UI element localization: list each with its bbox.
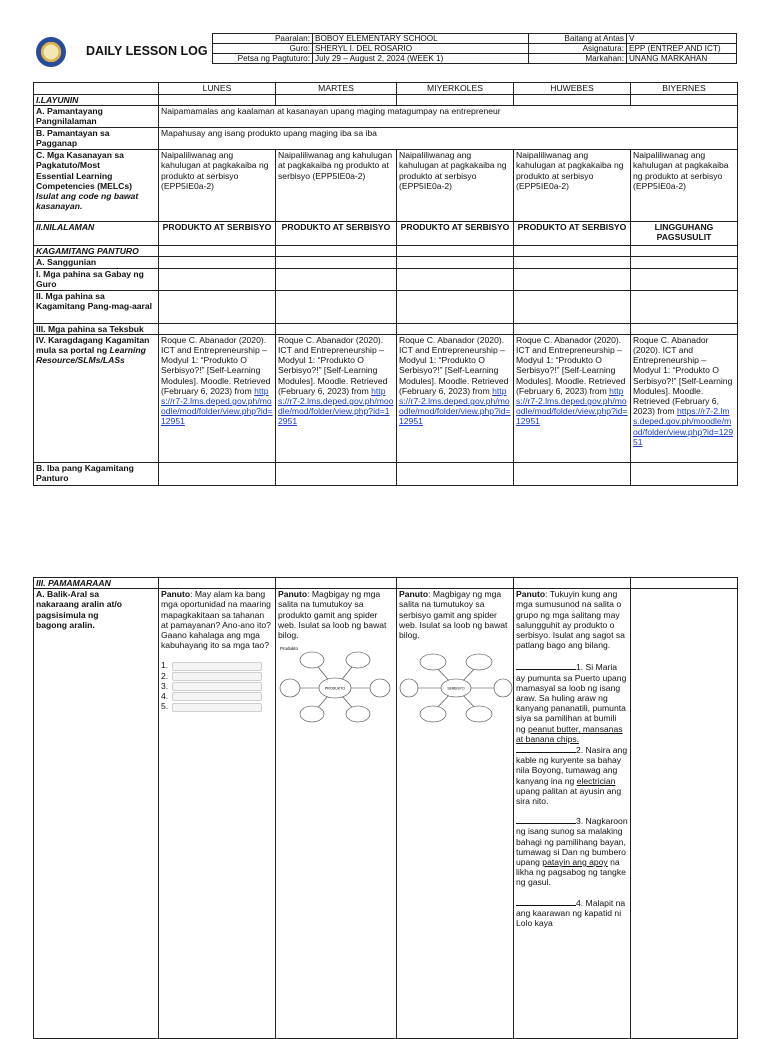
reference-link[interactable]: https://r7-2.lms.deped.gov.ph/moodle/mod/folder/view.php?id=12951 — [399, 385, 511, 427]
panuto-text: : Magbigay ng mga salita na tumutukoy sa produkto gamit ang spider web. Isulat sa loob ng bawat bilog. — [278, 589, 387, 641]
answer-blank[interactable] — [516, 823, 576, 824]
empty-cell — [397, 323, 514, 334]
empty-cell — [397, 95, 514, 106]
header-info-table — [212, 33, 737, 64]
item-number: 5. — [161, 701, 169, 712]
empty-cell — [514, 246, 631, 257]
reference-lunes — [159, 334, 276, 462]
day-huwebes: HUWEBES — [514, 83, 631, 95]
pamantayang-nilalaman-row — [34, 106, 738, 128]
iba-pang-label: B. Iba pang Kagamitang Panturo — [34, 462, 159, 485]
question-text: na likha ng pagsabog ng tangke ng gasul. — [516, 857, 626, 888]
reference-biyernes — [631, 334, 738, 462]
reference-link[interactable]: https://r7-2.lms.deped.gov.ph/moodle/mod/folder/view.php?id=12951 — [633, 406, 734, 447]
karagdagan-label: IV. Karagdagang Kagamitan mula sa portal ng — [36, 334, 150, 356]
pamantayang-nilalaman-label: A. Pamantayang Pangnilalaman — [34, 106, 159, 128]
teksbuk-label: III. Mga pahina sa Teksbuk — [34, 323, 159, 334]
balik-aral-row — [34, 589, 738, 1039]
subject-label: Asignatura: — [529, 44, 627, 54]
underlined-text: peanut butter, mansanas at banana chips. — [516, 723, 623, 744]
answer-blank[interactable] — [516, 752, 576, 753]
reference-text: Roque C. Abanador (2020). ICT and Entrepreneurship – Modyul 1: “Produkto O Serbisyo?!” [Self-Learning Modules]. Moodle. Retrieved (February 6, 2023) from — [516, 334, 626, 396]
kagamitan-heading: KAGAMITANG PANTURO — [34, 246, 159, 257]
empty-cell — [276, 578, 397, 589]
karagdagan-row — [34, 334, 738, 462]
kasanayan-lunes: Naipaliliwanag ang kahulugan at pagkakaiba ng produkto at serbisyo (EPP5IE0a-2) — [159, 150, 276, 222]
sanggunian-row — [34, 257, 738, 268]
kasanayan-note: Isulat ang code ng bawat kasanayan. — [36, 191, 139, 212]
empty-cell — [631, 268, 738, 290]
answer-box[interactable] — [172, 672, 262, 681]
empty-cell — [631, 257, 738, 268]
kagamitan-pang-row — [34, 290, 738, 323]
day-biyernes: BIYERNES — [631, 83, 738, 95]
item-number: 1. — [161, 660, 169, 671]
grade-value: V — [627, 34, 737, 44]
empty-cell — [34, 83, 159, 95]
kagamitan-row — [34, 246, 738, 257]
deped-seal — [36, 37, 66, 67]
quarter-label: Markahan: — [529, 54, 627, 64]
day-miyerkoles: MIYERKOLES — [397, 83, 514, 95]
reference-text: Roque C. Abanador (2020). ICT and Entrepreneurship – Modyul 1: “Produkto O Serbisyo?!” [Self-Learning Modules]. Moodle. Retrieved (February 6, 2023) from — [399, 334, 509, 396]
web-center-label: SERBISYO — [447, 686, 465, 691]
question-4 — [516, 898, 628, 929]
empty-cell — [159, 462, 276, 485]
nilalaman-heading: II.NILALAMAN — [34, 222, 159, 246]
pamantayan-pagganap-label: B. Pamantayan sa Pagganap — [34, 128, 159, 150]
pamamaraan-heading: III. PAMAMARAAN — [34, 578, 159, 589]
balik-aral-huwebes — [514, 589, 631, 1039]
underlined-text: patayin ang apoy — [542, 857, 608, 868]
deped-seal-icon — [36, 37, 66, 67]
empty-cell — [397, 578, 514, 589]
karagdagan-label-italic: Learning Resource/SLMs/LASs — [36, 345, 146, 366]
answer-box[interactable] — [172, 692, 262, 701]
date-value: July 29 – August 2, 2024 (WEEK 1) — [313, 54, 529, 64]
question-text: 3. Nagkaroon ng isang sunog sa malaking bahagi ng pamilihang bayan, tumawag si Dan ng bumbero upang — [516, 816, 628, 868]
answer-line-2[interactable] — [161, 671, 273, 681]
empty-cell — [276, 323, 397, 334]
empty-cell — [397, 268, 514, 290]
empty-cell — [514, 462, 631, 485]
nilalaman-biyernes: LINGGUHANG PAGSUSULIT — [631, 222, 738, 246]
teacher-label: Guro: — [213, 44, 313, 54]
empty-cell — [276, 290, 397, 323]
kasanayan-huwebes: Naipaliliwanag ang kahulugan at pagkakaiba ng produkto at serbisyo (EPP5IE0a-2) — [514, 150, 631, 222]
empty-cell — [276, 246, 397, 257]
empty-cell — [159, 95, 276, 106]
subject-value: EPP (ENTREP AND ICT) — [627, 44, 737, 54]
nilalaman-miyerkoles: PRODUKTO AT SERBISYO — [397, 222, 514, 246]
empty-cell — [514, 323, 631, 334]
pamamaraan-table — [33, 577, 738, 1039]
header-row — [213, 34, 737, 44]
empty-cell — [514, 578, 631, 589]
answer-line-1[interactable] — [161, 660, 273, 670]
empty-cell — [514, 290, 631, 323]
reference-text: Roque C. Abanador (2020). ICT and Entrepreneurship – Modyul 1: “Produkto O Serbisyo?!” [Self-Learning Modules]. Moodle. Retrieved (February 6, 2023) from — [278, 334, 388, 396]
kagamitan-pang-label: II. Mga pahina sa Kagamitang Pang-mag-aaral — [34, 290, 159, 323]
kasanayan-label: C. Mga Kasanayan sa Pagkatuto/Most Essential Learning Competencies (MELCs) — [36, 150, 132, 191]
empty-cell — [276, 95, 397, 106]
teksbuk-row — [34, 323, 738, 334]
kasanayan-biyernes: Naipaliliwanag ang kahulugan at pagkakaiba ng produkto at serbisyo (EPP5IE0a-2) — [631, 150, 738, 222]
answer-line-3[interactable] — [161, 681, 273, 691]
kasanayan-martes: Naipaliliwanag ang kahulugan at pagkakaiba ng produkto at serbisyo (EPP5IE0a-2) — [276, 150, 397, 222]
web-center-label: PRODUKTO — [324, 686, 346, 691]
spider-web-serbisyo — [399, 652, 513, 724]
balik-aral-miyerkoles — [397, 589, 514, 1039]
empty-cell — [631, 290, 738, 323]
gabay-row — [34, 268, 738, 290]
answer-line-5[interactable] — [161, 701, 273, 711]
spider-web-produkto — [278, 644, 392, 724]
empty-cell — [276, 462, 397, 485]
day-martes: MARTES — [276, 83, 397, 95]
answer-box[interactable] — [172, 703, 262, 712]
empty-cell — [631, 246, 738, 257]
empty-cell — [276, 268, 397, 290]
document-title: DAILY LESSON LOG — [86, 44, 208, 58]
reference-link[interactable]: https://r7-2.lms.deped.gov.ph/moodle/mod/folder/view.php?id=12951 — [278, 385, 394, 427]
header-row — [213, 54, 737, 64]
web-tag: Produkto — [280, 646, 299, 652]
question-text: 2. Nasira ang kable ng kuryente sa bahay nila Boyong, tumawag ang kanyang ina ng — [516, 745, 628, 786]
panuto-label: Panuto — [161, 589, 191, 600]
answer-line-4[interactable] — [161, 691, 273, 701]
panuto-label: Panuto — [399, 589, 429, 600]
answer-box[interactable] — [172, 662, 262, 671]
panuto-text: : Tukuyin kung ang mga sumusunod na salita o grupo ng mga salitang may salungguhit ay produkto o serbisyo. Isulat ang sagot sa patlang bago ang bilang. — [516, 589, 625, 651]
nilalaman-row — [34, 222, 738, 246]
answer-blank[interactable] — [516, 669, 576, 670]
empty-cell — [159, 268, 276, 290]
reference-text: Roque C. Abanador (2020). ICT and Entrepreneurship – Modyul 1: “Produkto O Serbisyo?!” [Self-Learning Modules]. Moodle. Retrieved (February 6, 2023) from — [633, 334, 733, 417]
nilalaman-lunes: PRODUKTO AT SERBISYO — [159, 222, 276, 246]
teacher-value: SHERYL I. DEL ROSARIO — [313, 44, 529, 54]
reference-link[interactable]: https://r7-2.lms.deped.gov.ph/moodle/mod/folder/view.php?id=12951 — [161, 385, 273, 427]
panuto-label: Panuto — [278, 589, 308, 600]
empty-cell — [159, 323, 276, 334]
empty-cell — [631, 462, 738, 485]
empty-cell — [397, 257, 514, 268]
empty-cell — [276, 257, 397, 268]
day-lunes: LUNES — [159, 83, 276, 95]
empty-cell — [514, 95, 631, 106]
grade-label: Baitang at Antas — [529, 34, 627, 44]
empty-cell — [397, 290, 514, 323]
day-header-row — [34, 83, 738, 95]
reference-text: Roque C. Abanador (2020). ICT and Entrepreneurship – Modyul 1: “Produkto O Serbisyo?!” [Self-Learning Modules]. Moodle. Retrieved (February 6, 2023) from — [161, 334, 271, 396]
empty-cell — [514, 268, 631, 290]
answer-box[interactable] — [172, 682, 262, 691]
answer-blank[interactable] — [516, 905, 576, 906]
reference-huwebes — [514, 334, 631, 462]
question-2 — [516, 745, 628, 806]
header-row — [213, 44, 737, 54]
question-text: 1. Si Maria ay pumunta sa Puerto upang mamasyal sa loob ng isang araw. Sa huling araw ng kanyang pananatili, pumunta siya sa pamilihan at bumili ng — [516, 662, 627, 734]
quarter-value: UNANG MARKAHAN — [627, 54, 737, 64]
balik-aral-lunes — [159, 589, 276, 1039]
panuto-text: : May alam ka bang mga oportunidad na maaring mapagkakitaan sa tahanan at pamayanan? Ano-ano ito? Gaano kahalaga ang mga kabuhayang ito sa mga tao? — [161, 589, 271, 651]
empty-cell — [631, 323, 738, 334]
underlined-text: electrician — [576, 775, 616, 786]
sanggunian-label: A. Sanggunian — [34, 257, 159, 268]
empty-cell — [159, 257, 276, 268]
pamantayan-pagganap-row — [34, 128, 738, 150]
question-3 — [516, 816, 628, 887]
item-number: 2. — [161, 670, 169, 681]
question-1 — [516, 662, 628, 744]
empty-cell — [631, 578, 738, 589]
panuto-text: : Magbigay ng mga salita na tumutukoy sa serbisyo gamit ang spider web. Isulat sa loob ng bawat bilog. — [399, 589, 508, 641]
empty-cell — [514, 257, 631, 268]
pamamaraan-heading-row — [34, 578, 738, 589]
kasanayan-miyerkoles: Naipaliliwanag ang kahulugan at pagkakaiba ng produkto at serbisyo (EPP5IE0a-2) — [397, 150, 514, 222]
karagdagan-label-cell — [34, 334, 159, 462]
panuto-label: Panuto — [516, 589, 546, 600]
date-label: Petsa ng Pagtuturo: — [213, 54, 313, 64]
layunin-heading: I.LAYUNIN — [34, 95, 159, 106]
reference-miyerkoles — [397, 334, 514, 462]
empty-cell — [397, 246, 514, 257]
question-text: upang palitan at ayusin ang sira nito. — [516, 785, 622, 807]
school-label: Paaralan: — [213, 34, 313, 44]
pamantayan-pagganap-value: Mapahusay ang isang produkto upang maging iba sa iba — [159, 128, 738, 150]
iba-pang-row — [34, 462, 738, 485]
balik-aral-biyernes — [631, 589, 738, 1039]
empty-cell — [397, 462, 514, 485]
lesson-log-table — [33, 82, 738, 486]
reference-link[interactable]: https://r7-2.lms.deped.gov.ph/moodle/mod/folder/view.php?id=12951 — [516, 385, 628, 427]
item-number: 4. — [161, 691, 169, 702]
layunin-row — [34, 95, 738, 106]
kasanayan-label-cell — [34, 150, 159, 222]
kasanayan-row — [34, 150, 738, 222]
question-text: 4. Malapit na ang kaarawan ng kapatid ni Lolo kaya — [516, 897, 626, 929]
empty-cell — [159, 246, 276, 257]
school-value: BOBOY ELEMENTARY SCHOOL — [313, 34, 529, 44]
empty-cell — [631, 95, 738, 106]
balik-aral-label: A. Balik-Aral sa nakaraang aralin at/o pagsisimula ng bagong aralin. — [34, 589, 159, 1039]
reference-martes — [276, 334, 397, 462]
empty-cell — [159, 578, 276, 589]
empty-cell — [159, 290, 276, 323]
pamantayang-nilalaman-value: Naipamamalas ang kaalaman at kasanayan upang maging matagumpay na entrepreneur — [159, 106, 738, 128]
item-number: 3. — [161, 680, 169, 691]
balik-aral-martes — [276, 589, 397, 1039]
nilalaman-huwebes: PRODUKTO AT SERBISYO — [514, 222, 631, 246]
nilalaman-martes: PRODUKTO AT SERBISYO — [276, 222, 397, 246]
gabay-label: I. Mga pahina sa Gabay ng Guro — [34, 268, 159, 290]
